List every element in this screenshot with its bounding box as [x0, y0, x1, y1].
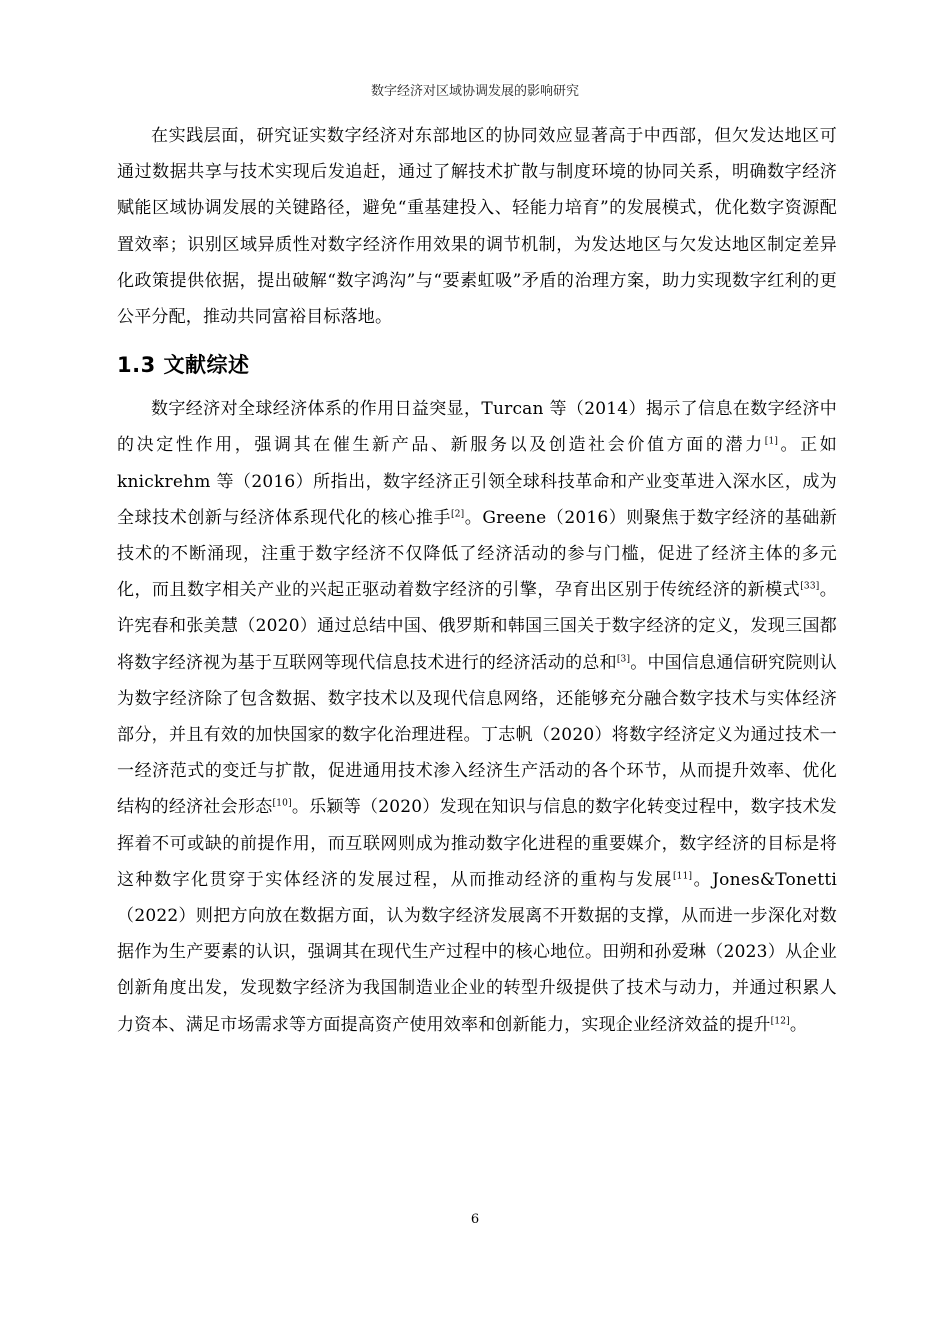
citation-ref: [33]	[800, 581, 820, 592]
sentence: 。正如 knickrehm 等（2016）所指出，数字经济正引领全球科技革命和产业变革进入深水区，成为全球技术创新与经济体系现代化的核心推手	[117, 435, 837, 528]
sentence: 。	[789, 1014, 808, 1035]
page-content	[117, 118, 837, 1043]
citation-ref: [1]	[764, 436, 779, 447]
sentence: 。中国信息通信研究院则认为数字经济除了包含数据、数字技术以及现代信息网络，还能够充分融合数字技术与实体经济部分，并且有效的加快国家的数字化治理进程。丁志帆（2020）将数字经济定义为通过技术一一经济范式的变迁与扩散，促进通用技术渗入经济生产活动的各个环节，从而提升效率、优化结构的经济社会形态	[117, 652, 837, 818]
page-number: 6	[470, 1212, 480, 1227]
sentence: 数字经济对全球经济体系的作用日益突显，Turcan 等（2014）揭示了信息在数字经济中的决定性作用，强调其在催生新产品、新服务以及创造社会价值方面的潜力	[117, 399, 837, 456]
sentence: 。乐颖等（2020）发现在知识与信息的数字化转变过程中，数字技术发挥着不可或缺的前提作用，而互联网则成为推动数字化进程的重要媒介，数字经济的目标是将这种数字化贯穿于实体经济的发展过程，从而推动经济的重构与发展	[117, 797, 837, 890]
citation-ref: [11]	[672, 871, 693, 882]
citation-ref: [12]	[770, 1016, 790, 1027]
citation-ref: [3]	[616, 653, 631, 664]
sentence: 。Greene（2016）则聚焦于数字经济的基础新技术的不断涌现，注重于数字经济不仅降低了经济活动的参与门槛，促进了经济主体的多元化，而且数字相关产业的兴起正驱动着数字经济的引擎，孕育出区别于传统经济的新模式	[117, 507, 837, 601]
sentence: 。许宪春和张美慧（2020）通过总结中国、俄罗斯和韩国三国关于数字经济的定义，发现三国都将数字经济视为基于互联网等现代信息技术进行的经济活动的总和	[117, 580, 837, 673]
paragraph-practice: 在实践层面，研究证实数字经济对东部地区的协同效应显著高于中西部，但欠发达地区可通过数据共享与技术实现后发追赶，通过了解技术扩散与制度环境的协同关系，明确数字经济赋能区域协调发展的关键路径，避免“重基建投入、轻能力培育”的发展模式，优化数字资源配置效率；识别区域异质性对数字经济作用效果的调节机制，为发达地区与欠发达地区制定差异化政策提供依据，提出破解“数字鸿沟”与“要素虹吸”矛盾的治理方案，助力实现数字红利的更公平分配，推动共同富裕目标落地。	[117, 126, 837, 328]
citation-ref: [2]	[451, 509, 465, 520]
section-heading: 1.3 文献综述	[117, 353, 250, 378]
running-header: 数字经济对区域协调发展的影响研究	[370, 84, 579, 99]
paragraph-literature-review	[117, 391, 837, 1043]
sentence: 。Jones&Tonetti（2022）则把方向放在数据方面，认为数字经济发展离不开数据的支撑，从而进一步深化对数据作为生产要素的认识，强调其在现代生产过程中的核心地位。田朔和孙爱琳（2023）从企业创新角度出发，发现数字经济为我国制造业企业的转型升级提供了技术与动力，并通过积累人力资本、满足市场需求等方面提高资产使用效率和创新能力，实现企业经济效益的提升	[117, 869, 837, 1035]
citation-ref: [10]	[272, 798, 292, 809]
